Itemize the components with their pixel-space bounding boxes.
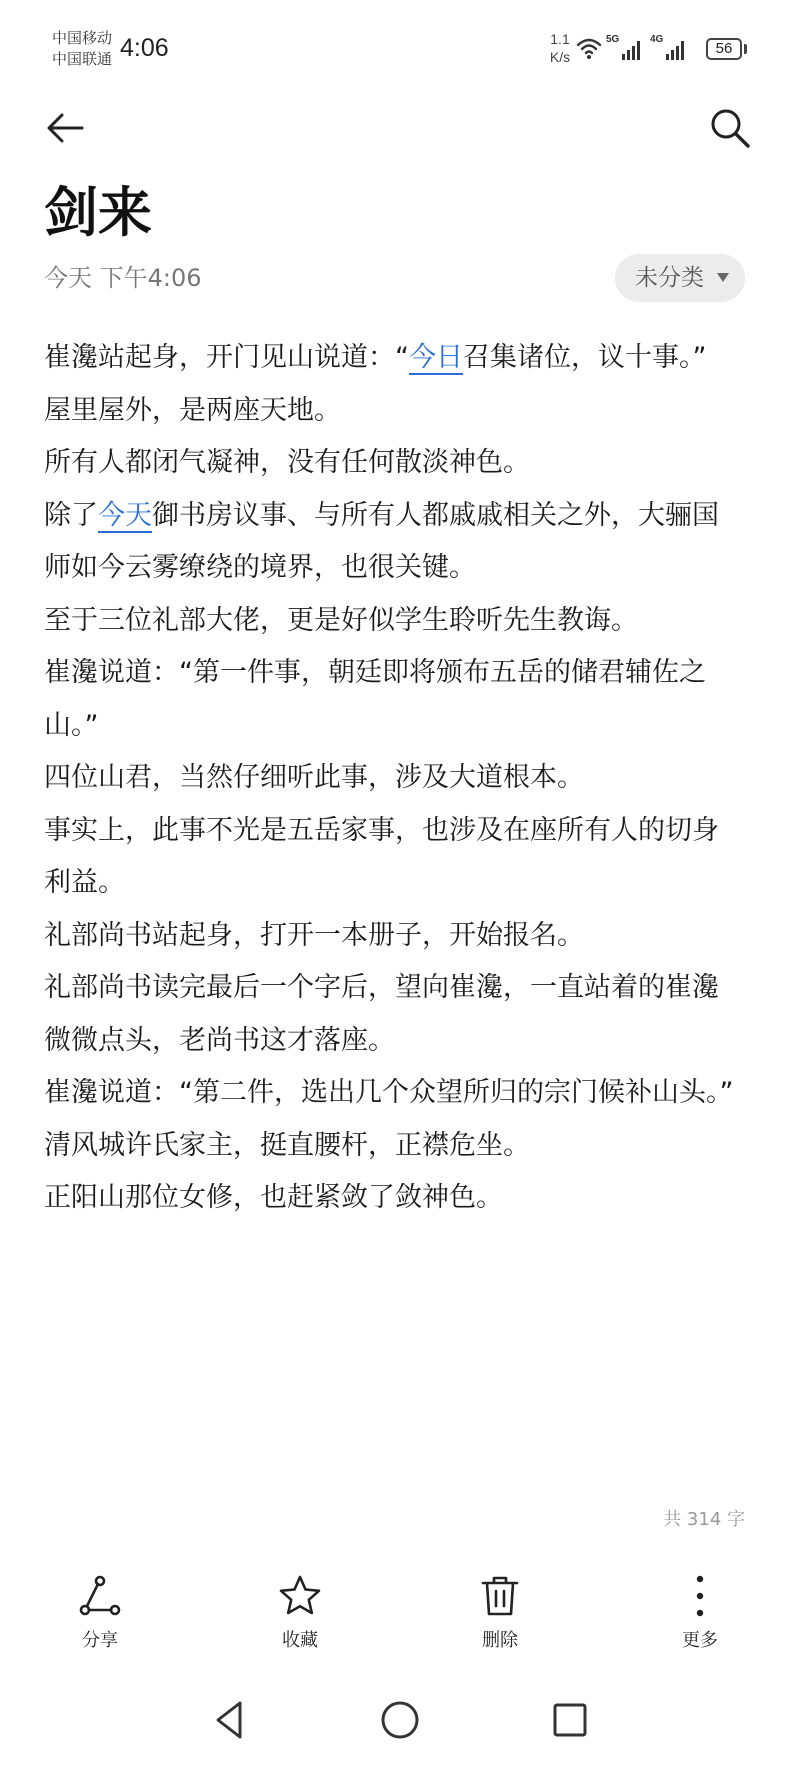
- paragraph: 所有人都闭气凝神，没有任何散淡神色。: [44, 447, 530, 478]
- favorite-label: 收藏: [282, 1630, 318, 1651]
- paragraph: [44, 332, 744, 385]
- star-icon: [278, 1574, 322, 1618]
- more-vertical-icon: [678, 1574, 722, 1618]
- carrier-names: [52, 28, 112, 70]
- paragraph: 屋里屋外，是两座天地。: [44, 394, 341, 426]
- paragraph: 礼部尚书读完最后一个字后，望向崔瀺，一直站着的崔瀺微微点头，老尚书这才落座。: [44, 972, 719, 1056]
- favorite-button[interactable]: [240, 1574, 360, 1664]
- back-arrow-icon: [42, 104, 90, 152]
- wifi-icon: [576, 36, 602, 60]
- signal-1-label: 5G: [606, 34, 620, 45]
- search-button[interactable]: [706, 104, 754, 152]
- carrier-2: 中国联通: [52, 50, 113, 68]
- note-title[interactable]: 剑来: [44, 181, 152, 244]
- note-body[interactable]: [44, 332, 744, 1225]
- category-dropdown[interactable]: [615, 254, 745, 302]
- delete-label: 删除: [482, 1630, 518, 1651]
- battery-level: 56: [715, 40, 733, 57]
- paragraph: 清风城许氏家主，挺直腰杆，正襟危坐。: [44, 1129, 530, 1161]
- network-speed: [540, 30, 580, 66]
- date-link[interactable]: 今天: [98, 499, 152, 531]
- triangle-back-icon: [206, 1696, 254, 1744]
- network-speed-unit: K/s: [549, 49, 571, 65]
- back-button[interactable]: [42, 104, 90, 152]
- paragraph: 崔瀺说道：“第二件，选出几个众望所归的宗门候补山头。”: [44, 1077, 734, 1108]
- cellular-signal-icon: [666, 38, 688, 60]
- paragraph-text: 御书房议事、与所有人都戚戚相关之外，大骊国师如今云雾缭绕的境界，也很关键。: [44, 499, 719, 583]
- date-link[interactable]: 今日: [409, 342, 463, 373]
- carrier-1: 中国移动: [52, 29, 113, 47]
- paragraph: 四位山君，当然仔细听此事，涉及大道根本。: [44, 762, 584, 793]
- status-bar: [0, 0, 800, 100]
- trash-icon: [478, 1574, 522, 1618]
- note-date: 今天 下午4:06: [44, 264, 202, 292]
- square-recents-icon: [546, 1696, 594, 1744]
- share-icon: [78, 1574, 122, 1618]
- paragraph: 事实上，此事不光是五岳家事，也涉及在座所有人的切身利益。: [44, 814, 719, 898]
- paragraph: 崔瀺说道：“第一件事，朝廷即将颁布五岳的储君辅佐之山。”: [44, 657, 706, 741]
- cellular-signal-icon: [622, 38, 644, 60]
- paragraph-text: 召集诸位，议十事。”: [463, 342, 707, 373]
- network-speed-value: 1.1: [550, 31, 570, 47]
- more-label: 更多: [682, 1630, 718, 1651]
- signal-2-label: 4G: [650, 34, 664, 45]
- system-recents-button[interactable]: [546, 1696, 594, 1744]
- category-label: 未分类: [635, 265, 704, 291]
- circle-home-icon: [376, 1696, 424, 1744]
- paragraph-text: 崔瀺站起身，开门见山说道：“: [44, 342, 409, 373]
- battery-cap: [744, 44, 747, 54]
- share-button[interactable]: [40, 1574, 160, 1664]
- search-icon: [706, 104, 754, 152]
- status-time: 4:06: [120, 34, 169, 62]
- paragraph: [44, 490, 744, 595]
- paragraph: 正阳山那位女修，也赶紧敛了敛神色。: [44, 1182, 503, 1213]
- delete-button[interactable]: [440, 1574, 560, 1664]
- system-home-button[interactable]: [376, 1696, 424, 1744]
- system-back-button[interactable]: [206, 1696, 254, 1744]
- paragraph: 礼部尚书站起身，打开一本册子，开始报名。: [44, 919, 584, 951]
- battery-icon: [706, 38, 742, 60]
- more-button[interactable]: [640, 1574, 760, 1664]
- paragraph: 至于三位礼部大佬，更是好似学生聆听先生教诲。: [44, 604, 638, 636]
- paragraph-text: 除了: [44, 499, 98, 531]
- system-navigation-bar: [0, 1672, 800, 1768]
- share-label: 分享: [82, 1630, 118, 1651]
- word-count: 共 314 字: [663, 1509, 745, 1530]
- bottom-toolbar: [0, 1560, 800, 1670]
- dropdown-triangle-icon: [717, 273, 729, 282]
